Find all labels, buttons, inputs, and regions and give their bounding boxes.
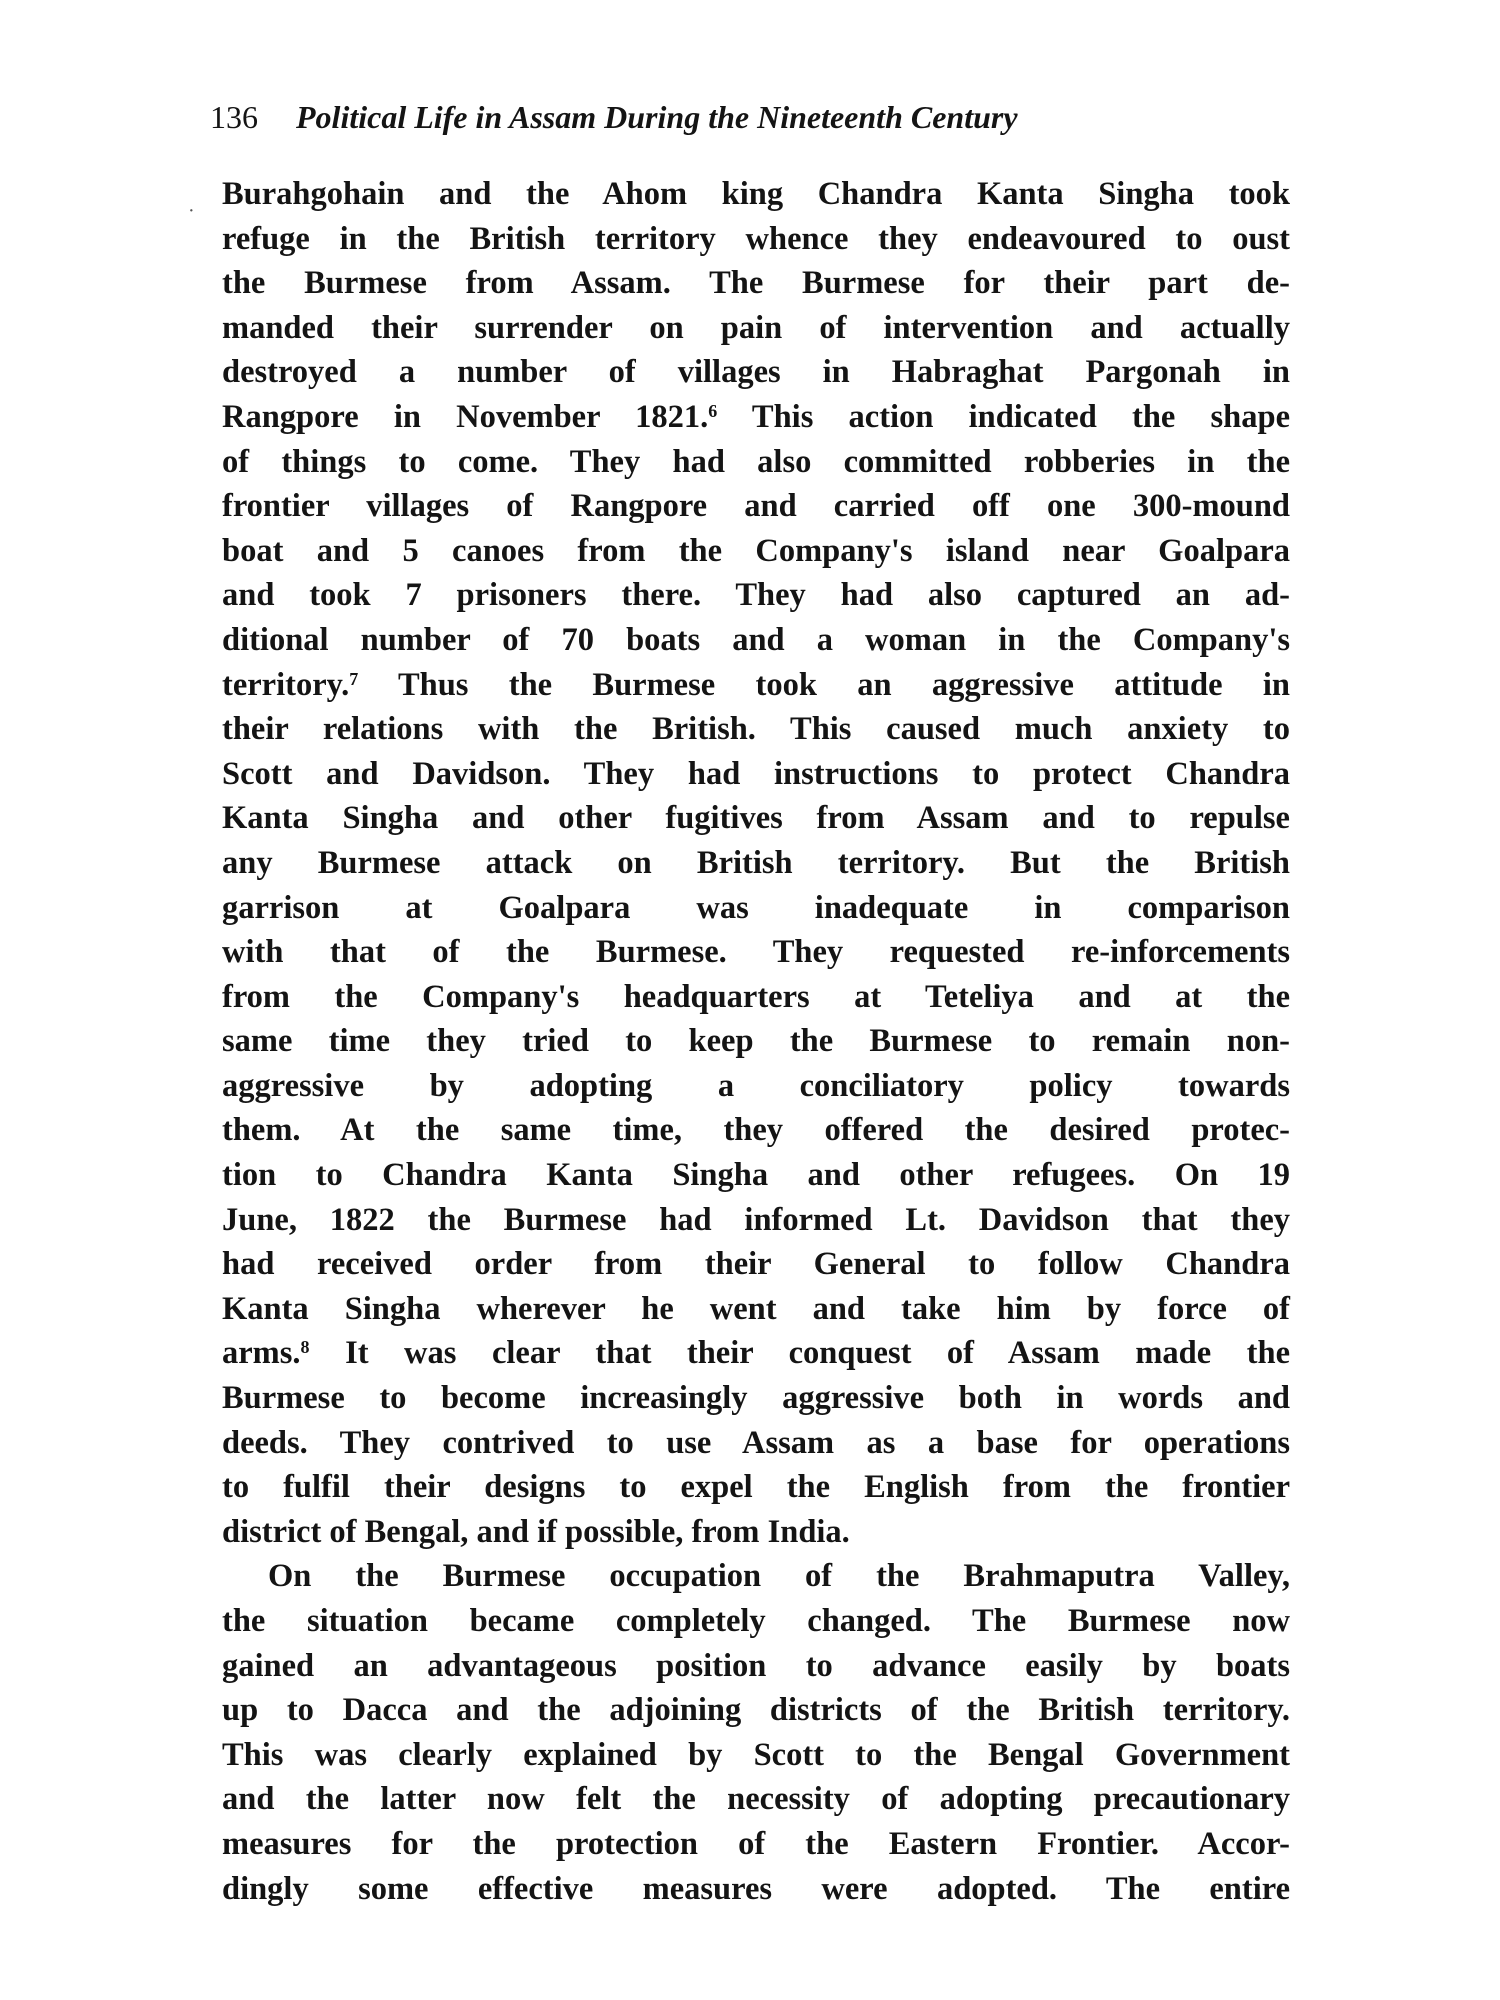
text-line-with-footnote	[222, 395, 1290, 440]
text-line: dingly some effective measures were adopted. The entire	[222, 1870, 1290, 1907]
text-line: their relations with the British. This caused much anxiety to	[222, 711, 1290, 748]
text-line: them. At the same time, they offered the desired protec-	[222, 1112, 1290, 1149]
text-segment: territory.	[222, 666, 350, 703]
text-line: with that of the Burmese. They requested re-inforcements	[222, 934, 1290, 971]
text-line: Kanta Singha wherever he went and take him by force of	[222, 1290, 1290, 1327]
text-line: and took 7 prisoners there. They had also captured an ad-	[222, 577, 1290, 614]
text-line: Burmese to become increasingly aggressive both in words and	[222, 1380, 1290, 1417]
text-line: manded their surrender on pain of intervention and actually	[222, 309, 1290, 346]
text-line: the situation became completely changed. The Burmese now	[222, 1603, 1290, 1639]
text-line: and the latter now felt the necessity of adopting precautionary	[222, 1781, 1290, 1818]
text-line: On the Burmese occupation of the Brahmaputra Valley,	[268, 1558, 1290, 1595]
footnote-marker: 7	[349, 668, 359, 689]
text-line: June, 1822 the Burmese had informed Lt. Davidson that they	[222, 1201, 1290, 1238]
text-line: district of Bengal, and if possible, from India.	[222, 1513, 850, 1550]
text-line: had received order from their General to follow Chandra	[222, 1246, 1290, 1283]
text-segment: Rangpore in November 1821.	[222, 398, 709, 435]
text-line: of things to come. They had also committed robberies in the	[222, 443, 1290, 480]
text-line: boat and 5 canoes from the Company's island near Goalpara	[222, 532, 1290, 569]
paragraph-1	[222, 172, 1290, 1554]
text-line: measures for the protection of the Eastern Frontier. Accor-	[222, 1825, 1290, 1862]
text-line: from the Company's headquarters at Teteliya and at the	[222, 978, 1290, 1015]
text-line: Kanta Singha and other fugitives from Assam and to repulse	[222, 800, 1290, 837]
text-line: any Burmese attack on British territory. But the British	[222, 844, 1290, 881]
text-line: garrison at Goalpara was inadequate in comparison	[222, 889, 1290, 926]
text-segment: It was clear that their conquest of Assam made the	[345, 1335, 1291, 1372]
page-header	[210, 92, 1210, 142]
text-line-with-footnote	[222, 663, 1290, 708]
text-line: Scott and Davidson. They had instructions to protect Chandra	[222, 755, 1290, 792]
paragraph-2	[222, 1554, 1290, 1911]
text-line: to fulfil their designs to expel the English from the frontier	[222, 1469, 1290, 1506]
text-line: same time they tried to keep the Burmese to remain non-	[222, 1023, 1290, 1060]
margin-mark: ·	[188, 200, 195, 222]
text-line: tion to Chandra Kanta Singha and other refugees. On 19	[222, 1157, 1290, 1194]
text-segment: This action indicated the shape	[751, 398, 1290, 435]
text-line: gained an advantageous position to advance easily by boats	[222, 1647, 1290, 1684]
text-line: aggressive by adopting a conciliatory policy towards	[222, 1067, 1290, 1104]
text-line: This was clearly explained by Scott to the Bengal Government	[222, 1736, 1290, 1773]
text-line-with-footnote	[222, 1331, 1290, 1376]
text-segment: Thus the Burmese took an aggressive attitude in	[397, 666, 1290, 703]
footnote-marker: 8	[300, 1337, 310, 1358]
footnote-marker: 6	[708, 400, 718, 421]
text-segment: arms.	[222, 1335, 301, 1372]
text-line: the Burmese from Assam. The Burmese for their part de-	[222, 265, 1290, 302]
text-line: deeds. They contrived to use Assam as a base for operations	[222, 1424, 1290, 1461]
running-title: Political Life in Assam During the Nineteenth Century	[296, 99, 1018, 135]
text-line: refuge in the British territory whence they endeavoured to oust	[222, 220, 1290, 257]
text-line: Burahgohain and the Ahom king Chandra Kanta Singha took	[222, 176, 1290, 212]
body-text	[222, 172, 1290, 1911]
text-line: destroyed a number of villages in Habraghat Pargonah in	[222, 354, 1290, 391]
page-number: 136	[210, 99, 258, 135]
text-line: ditional number of 70 boats and a woman in the Company's	[222, 621, 1290, 658]
text-line: up to Dacca and the adjoining districts of the British territory.	[222, 1692, 1290, 1729]
text-line: frontier villages of Rangpore and carried off one 300-mound	[222, 488, 1290, 525]
